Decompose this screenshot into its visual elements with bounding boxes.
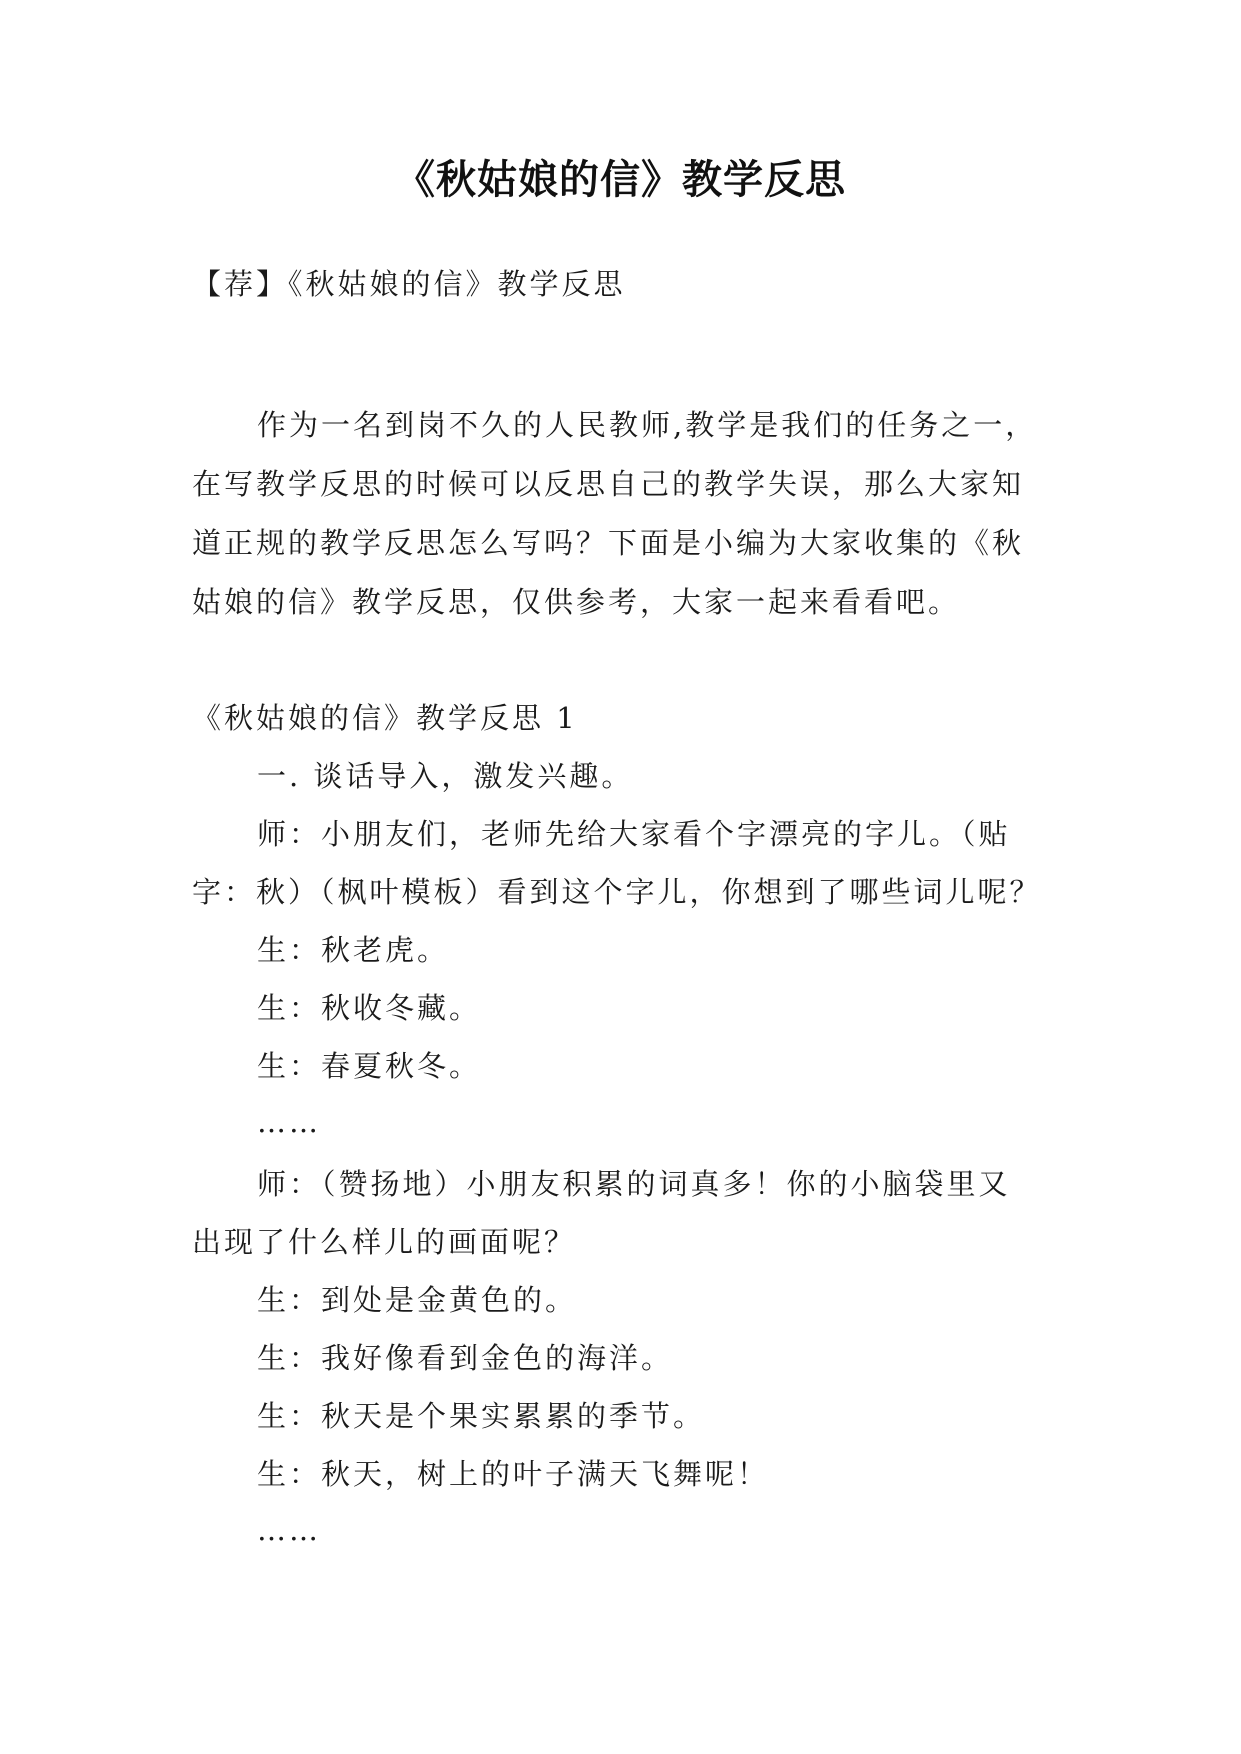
teacher-line-2b: 出现了什么样儿的画面呢？ <box>192 1225 577 1259</box>
intro-line-3: 道正规的教学反思怎么写吗？下面是小编为大家收集的《秋 <box>192 526 1025 560</box>
teacher-line-1a: 师：小朋友们，老师先给大家看个字漂亮的字儿。（贴 <box>257 817 1011 851</box>
student-line-1: 生：秋老虎。 <box>257 933 450 967</box>
student-line-2: 生：秋收冬藏。 <box>257 991 482 1025</box>
student-line-4: 生：到处是金黄色的。 <box>257 1283 578 1317</box>
section-heading: 《秋姑娘的信》教学反思 1 <box>192 701 578 735</box>
step-1: 一. 谈话导入，激发兴趣。 <box>257 759 634 793</box>
ellipsis-1: …… <box>257 1105 321 1139</box>
ellipsis-2: …… <box>257 1513 321 1547</box>
student-line-3: 生：春夏秋冬。 <box>257 1049 482 1083</box>
intro-line-4: 姑娘的信》教学反思，仅供参考，大家一起来看看吧。 <box>192 585 961 619</box>
document-title: 《秋姑娘的信》教学反思 <box>395 157 846 203</box>
student-line-6: 生：秋天是个果实累累的季节。 <box>257 1399 706 1433</box>
intro-line-1: 作为一名到岗不久的人民教师,教学是我们的任务之一， <box>257 408 1038 442</box>
recommend-line: 【荐】《秋姑娘的信》教学反思 <box>192 267 626 301</box>
intro-line-2: 在写教学反思的时候可以反思自己的教学失误，那么大家知 <box>192 467 1025 501</box>
teacher-line-1b: 字：秋）（枫叶模板）看到这个字儿，你想到了哪些词儿呢？ <box>192 875 1042 909</box>
student-line-5: 生：我好像看到金色的海洋。 <box>257 1341 674 1375</box>
teacher-line-2a: 师：（赞扬地）小朋友积累的词真多！你的小脑袋里又 <box>257 1167 1011 1201</box>
student-line-7: 生：秋天，树上的叶子满天飞舞呢！ <box>257 1457 770 1491</box>
